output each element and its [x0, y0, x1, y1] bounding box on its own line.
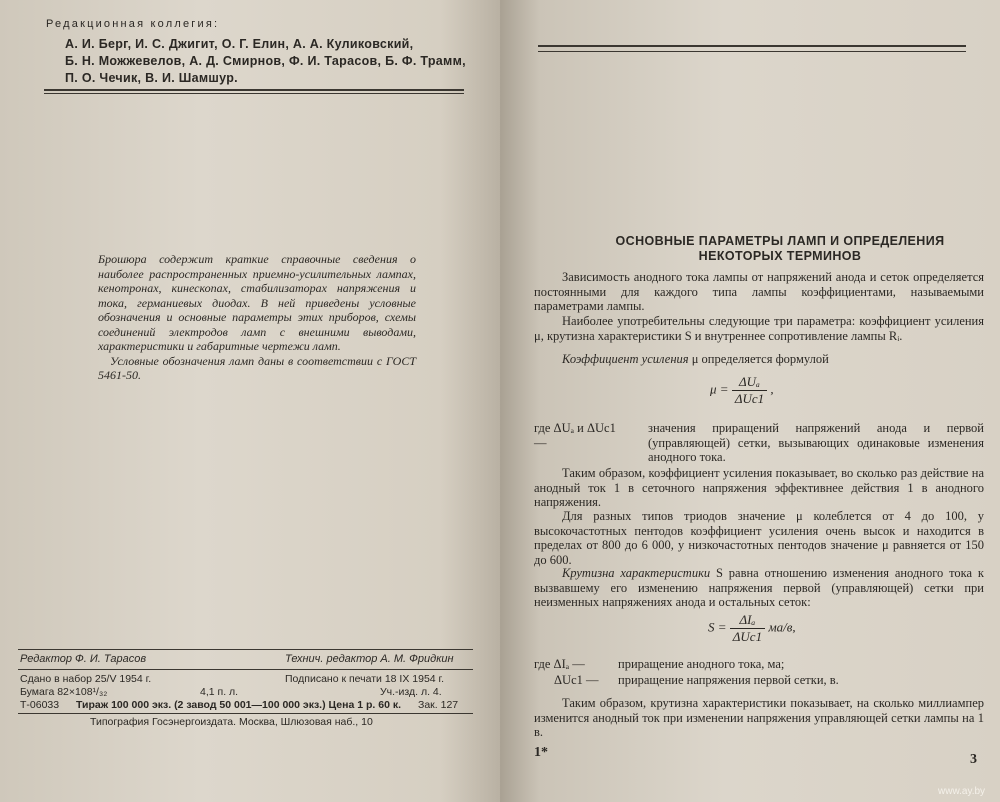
imprint-line: 4,1 п. л. — [200, 686, 239, 698]
section-heading-line: ОСНОВНЫЕ ПАРАМЕТРЫ ЛАМП И ОПРЕДЕЛЕНИЯ — [615, 234, 945, 248]
imprint-line: Сдано в набор 25/V 1954 г. — [20, 673, 152, 685]
summary-paragraph: Условные обозначения ламп даны в соответствии с ГОСТ 5461-50. — [98, 353, 416, 382]
fraction-numerator: ΔUₐ — [732, 374, 767, 391]
where-definition: значения приращений напряжений анода и первой (управляющей) сетки, вызывающих одинаковые изменения анодного тока. — [648, 421, 984, 464]
formula-lhs: μ = — [710, 381, 729, 397]
paragraph: Зависимость анодного тока лампы от напряжений анода и сеток определяется постоянными для каждого типа лампы коэффициентами, называемыми параметрами лампы. — [534, 270, 984, 313]
paragraph-text: S равна отношению изменения анодного тока к вызвавшему его изменению напряжения первой (управляющей) сетки при неизменных напряжениях анода и остальных сеток: — [534, 566, 984, 609]
page-number: 3 — [970, 752, 977, 767]
fraction-denominator: ΔUc1 — [732, 629, 763, 644]
printer-line: Типография Госэнергоиздата. Москва, Шлюзовая наб., 10 — [90, 716, 373, 728]
header-divider — [44, 89, 464, 91]
formula-lhs: S = — [708, 619, 727, 635]
term-transconductance: Крутизна характеристики — [562, 566, 711, 580]
editorial-board-line: А. И. Берг, И. С. Джигит, О. Г. Елин, А. А. Куликовский, — [65, 37, 414, 51]
brochure-summary — [98, 252, 416, 383]
watermark: www.ay.by — [938, 786, 986, 797]
header-divider-thin — [44, 93, 464, 94]
where-label: ΔUc1 — — [554, 673, 599, 687]
paragraph-text: μ определяется формулой — [691, 352, 829, 366]
tech-editor-credit: Технич. редактор А. М. Фридкин — [285, 653, 454, 665]
paragraph: Таким образом, крутизна характеристики показывает, на сколько миллиампер изменится анодный ток при изменении напряжения управляющей сетки лампы на 1 в. — [534, 696, 984, 739]
paragraph: Таким образом, коэффициент усиления показывает, во сколько раз действие на анодный ток 1 в сеточного напряжения эффективнее действия 1 в анодного напряжения. — [534, 466, 984, 509]
where-label: где ΔUₐ и ΔUc1 — — [534, 421, 616, 450]
top-divider-thin — [538, 51, 966, 52]
paragraph: Для разных типов триодов значение μ колеблется от 4 до 100, у высокочастотных пентодов коэффициент усиления очень высок и находится в пределах от 800 до 6 000, у низкочастотных пентодов значение μ равняется от 150 до 600. — [534, 509, 984, 567]
paragraph: Наиболее употребительны следующие три параметра: коэффициент усиления μ, крутизна характеристики S и внутреннее сопротивление лампы Rᵢ. — [534, 314, 984, 343]
editor-credit: Редактор Ф. И. Тарасов — [20, 653, 147, 665]
summary-paragraph: Брошюра содержит краткие справочные сведения о наиболее распространенных приемно-усилительных лампах, кенотронах, кинескопах, стабилизаторах напряжения и тока, германиевых диодах. В ней приведены условные обозначения и основные параметры этих приборов, схемы соединений электродов ламп с внешними выводами, характеристики и габаритные чертежи ламп. — [98, 252, 416, 353]
right-page — [500, 0, 1000, 802]
editorial-board-title: Редакционная коллегия: — [46, 18, 220, 30]
imprint-line: Уч.-изд. л. 4. — [380, 686, 442, 698]
section-heading — [570, 234, 990, 264]
editorial-board-line: П. О. Чечик, В. И. Шамшур. — [65, 71, 238, 85]
formula-transconductance — [708, 612, 796, 645]
fraction-numerator: ΔIₐ — [730, 612, 765, 629]
fraction — [732, 374, 767, 407]
imprint-line: Подписано к печати 18 IX 1954 г. — [285, 673, 445, 685]
where-definition: приращение напряжения первой сетки, в. — [618, 673, 839, 687]
formula-tail: , — [770, 381, 774, 397]
paragraph — [534, 566, 984, 610]
signature-mark: 1* — [534, 745, 548, 760]
imprint-line: Зак. 127 — [418, 699, 459, 711]
editorial-board-line: Б. Н. Можжевелов, А. Д. Смирнов, Ф. И. Тарасов, Б. Ф. Трамм, — [65, 54, 466, 68]
imprint-line: Т-06033 — [20, 699, 60, 711]
fraction — [730, 612, 765, 645]
imprint-line: Бумага 82×108¹/₃₂ — [20, 686, 108, 698]
imprint-divider-bottom — [18, 669, 473, 670]
where-definition: приращение анодного тока, ма; — [618, 657, 785, 671]
imprint-divider-final — [18, 713, 473, 714]
formula-gain — [710, 374, 774, 407]
top-divider — [538, 45, 966, 47]
imprint-divider-top — [18, 649, 473, 650]
section-heading-line: НЕКОТОРЫХ ТЕРМИНОВ — [698, 249, 862, 263]
paragraph — [534, 352, 984, 367]
term-gain-factor: Коэффициент усиления — [562, 352, 689, 366]
where-label: где ΔIₐ — — [534, 657, 585, 671]
fraction-denominator: ΔUc1 — [734, 391, 765, 406]
imprint-line: Тираж 100 000 экз. (2 завод 50 001—100 000 экз.) Цена 1 р. 60 к. — [76, 699, 402, 711]
formula-unit: ма/в, — [768, 619, 796, 635]
